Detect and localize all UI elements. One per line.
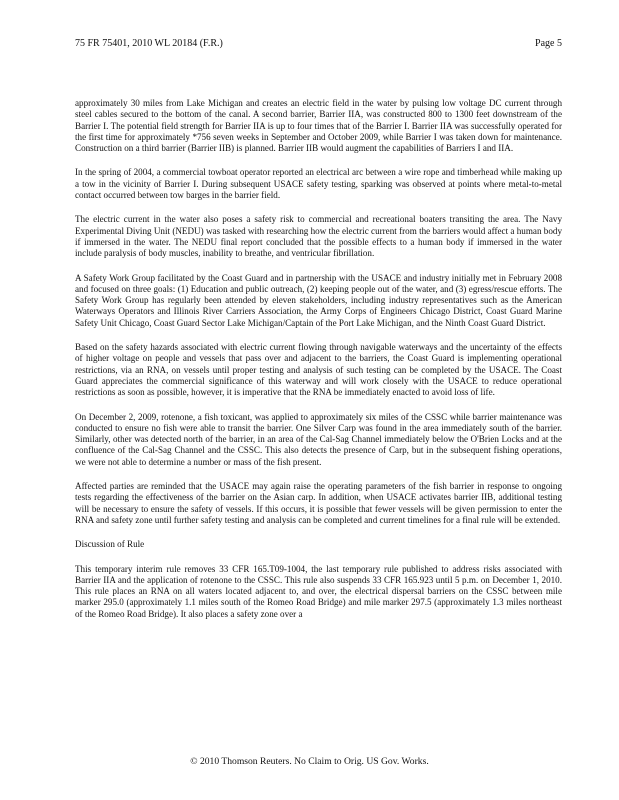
paragraph: A Safety Work Group facilitated by the Coast Guard and in partnership with the USACE and industry initially met in February 2008 and focused on three goals: (1) Education and public outreach, (2) keeping people out of the water, and (3) egress/rescue efforts. The Safety Work Group has regularly been attended by eleven stakeholders, including industry representatives such as the American Waterways Operators and Illinois River Carriers Association, the Army Corps of Engineers Chicago District, Coast Guard Marine Safety Unit Chicago, Coast Guard Sector Lake Michigan/Captain of the Port Lake Michigan, and the Ninth Coast Guard District.: [75, 272, 562, 328]
section-heading: Discussion of Rule: [75, 539, 145, 550]
paragraph: On December 2, 2009, rotenone, a fish toxicant, was applied to approximately six miles of the CSSC while barrier maintenance was conducted to ensure no fish were able to transit the barrier. One Silver Carp was found in the area immediately south of the barrier. Similarly, other was detected north of the barrier, in an area of the Cal-Sag Channel immediately below the O'Brien Locks and at the confluence of the Cal-Sag Channel and the CSSC. This also detects the presence of Carp, but in the subsequent fishing operations, we were not able to determine a number or mass of the fish present.: [75, 411, 562, 467]
citation: 75 FR 75401, 2010 WL 20184 (F.R.): [75, 38, 223, 49]
paragraph: Affected parties are reminded that the USACE may again raise the operating parameters of the fish barrier in response to ongoing tests regarding the effectiveness of the barrier on the Asian carp. In addition, when USACE activates barrier IIB, additional testing will be necessary to ensure the safety of vessels. If this occurs, it is possible that fewer vessels will be given permission to enter the RNA and safety zone until further safety testing and analysis can be completed and current timelines for a final rule will be extended.: [75, 481, 562, 525]
copyright-footer: © 2010 Thomson Reuters. No Claim to Orig. US Gov. Works.: [190, 756, 429, 767]
paragraph: approximately 30 miles from Lake Michigan and creates an electric field in the water by pulsing low voltage DC current through steel cables secured to the bottom of the canal. A second barrier, Barrier IIA, was constructed 800 to 1300 feet downstream of the Barrier I. The potential field strength for Barrier IIA is up to four times that of the Barrier I. Barrier IIA was successfully operated for the first time for approximately *756 seven weeks in September and October 2009, while Barrier I was taken down for maintenance. Construction on a third barrier (Barrier IIB) is planned. Barrier IIB would augment the capabilities of Barriers I and IIA.: [75, 98, 562, 154]
paragraph: This temporary interim rule removes 33 CFR 165.T09-1004, the last temporary rule published to address risks associated with Barrier IIA and the application of rotenone to the CSSC. This rule also suspends 33 CFR 165.923 until 5 p.m. on December 1, 2010. This rule places an RNA on all waters located adjacent to, and over, the electrical dispersal barriers on the CSSC between mile marker 295.0 (approximately 1.1 miles south of the Romeo Road Bridge) and mile marker 297.5 (approximately 1.3 miles northeast of the Romeo Road Bridge). It also places a safety zone over a: [75, 563, 562, 619]
page-header: [75, 38, 562, 52]
page-number: Page 5: [535, 38, 562, 49]
paragraph: In the spring of 2004, a commercial towboat operator reported an electrical arc between a wire rope and timberhead while making up a tow in the vicinity of Barrier I. During subsequent USACE safety testing, sparking was observed at points where metal-to-metal contact occurred between tow barges in the barrier field.: [75, 167, 562, 201]
paragraph: Based on the safety hazards associated with electric current flowing through navigable waterways and the uncertainty of the effects of higher voltage on people and vessels that pass over and adjacent to the barriers, the Coast Guard is implementing operational restrictions, via an RNA, on vessels until proper testing and analysis of such testing can be completed by the USACE. The Coast Guard appreciates the commercial significance of this waterway and will work closely with the USACE to reduce operational restrictions as soon as possible, however, it is imperative that the RNA be immediately enacted to avoid loss of life.: [75, 342, 562, 398]
paragraph: The electric current in the water also poses a safety risk to commercial and recreational boaters transiting the area. The Navy Experimental Diving Unit (NEDU) was tasked with researching how the electric current from the barriers would affect a human body if immersed in the water. The NEDU final report concluded that the possible effects to a human body if immersed in the water include paralysis of body muscles, inability to breathe, and ventricular fibrillation.: [75, 214, 562, 259]
document-body: [75, 98, 562, 633]
